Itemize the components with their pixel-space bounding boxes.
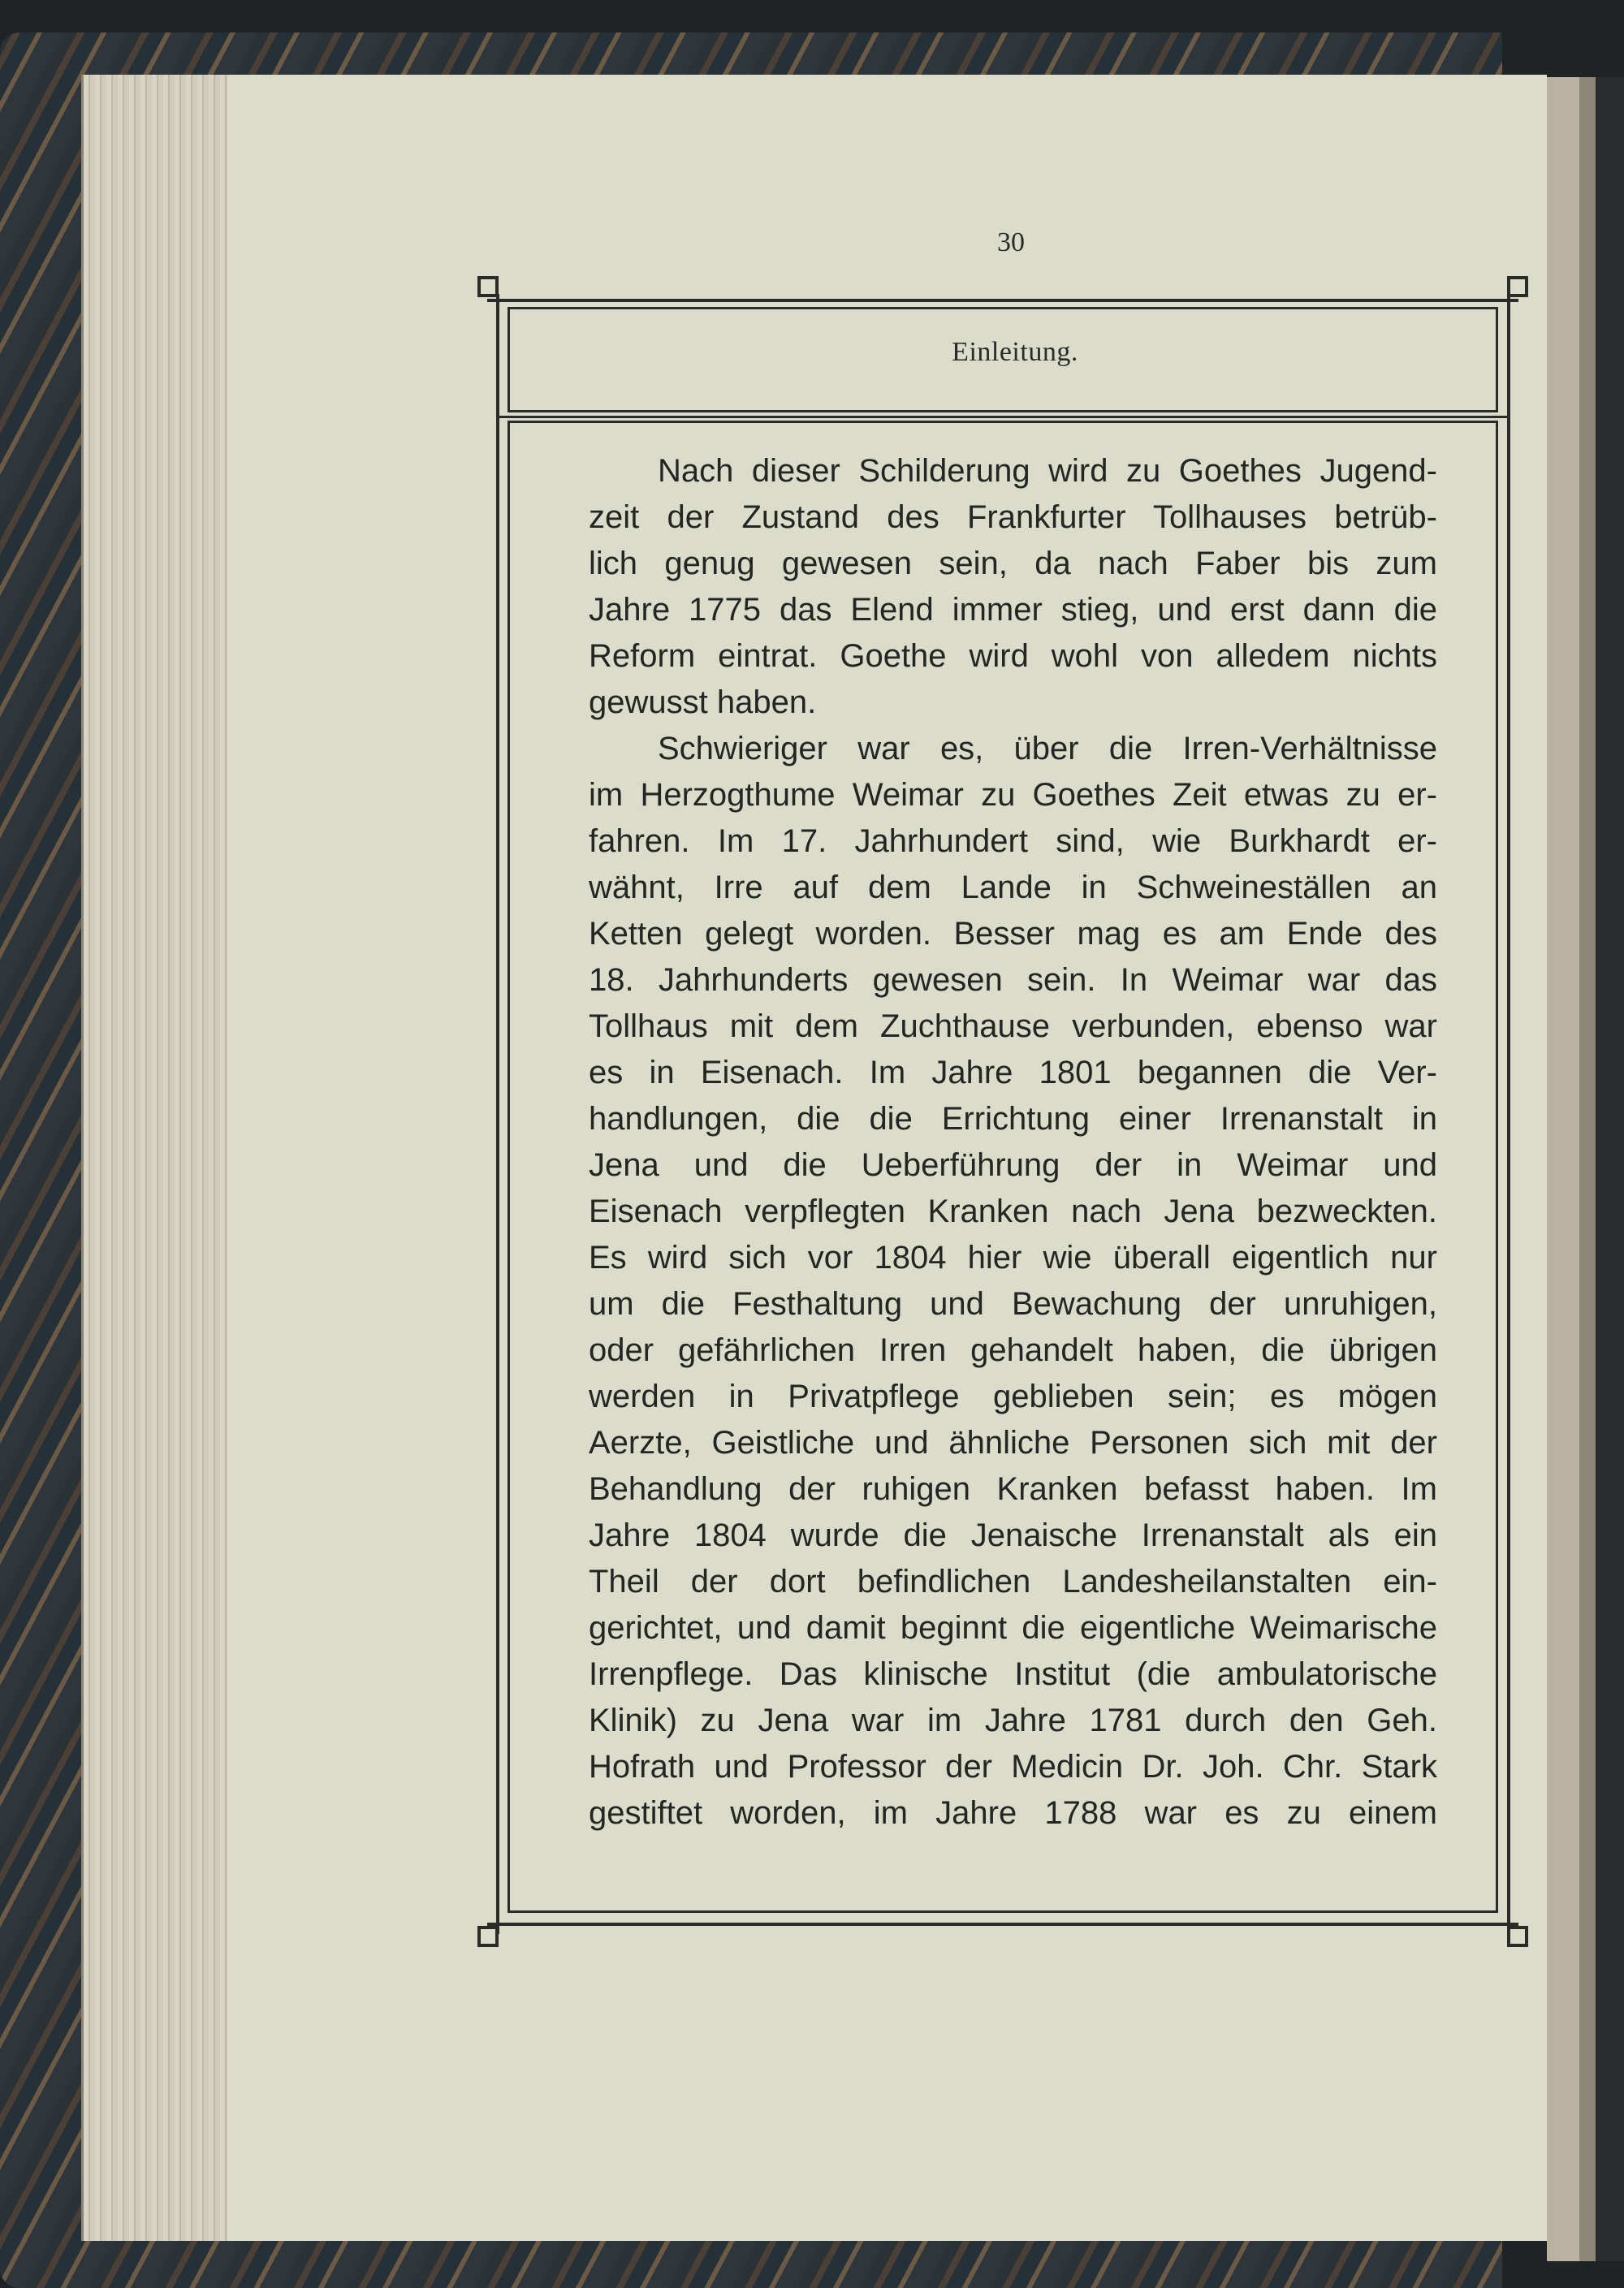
text-line: gewusst haben. <box>589 684 817 720</box>
frame-corner-top-right <box>1507 276 1528 297</box>
frame-corner-bottom-right <box>1507 1926 1528 1947</box>
text-line: Eisenach verpflegten Kranken nach Jena bezweckten. <box>589 1194 1437 1229</box>
page-number: 30 <box>997 227 1025 257</box>
text-line: um die Festhaltung und Bewachung der unruhigen, <box>589 1286 1437 1322</box>
text-line: Tollhaus mit dem Zuchthause verbunden, ebenso war <box>589 1008 1437 1044</box>
frame-top-line <box>487 299 1518 302</box>
text-line: fahren. Im 17. Jahrhundert sind, wie Burkhardt er- <box>589 823 1437 859</box>
text-line: Schwieriger war es, über die Irren-Verhältnisse <box>658 731 1437 766</box>
page-stack-edge <box>81 75 230 2241</box>
text-line: Hofrath und Professor der Medicin Dr. Joh. Chr. Stark <box>589 1749 1437 1785</box>
text-line: Behandlung der ruhigen Kranken befasst haben. Im <box>589 1471 1437 1507</box>
text-line: Ketten gelegt worden. Besser mag es am Ende des <box>589 916 1437 952</box>
text-line: zeit der Zustand des Frankfurter Tollhauses betrüb- <box>589 499 1437 535</box>
frame-right-line <box>1507 294 1510 1934</box>
text-line: es in Eisenach. Im Jahre 1801 begannen die Ver- <box>589 1055 1437 1090</box>
running-header: Einleitung. <box>952 337 1078 367</box>
text-line: Irrenpflege. Das klinische Institut (die ambulatorische <box>589 1656 1437 1692</box>
text-line: Reform eintrat. Goethe wird wohl von alledem nichts <box>589 638 1437 674</box>
frame-corner-bottom-left <box>477 1926 499 1947</box>
text-line: lich genug gewesen sein, da nach Faber bis zum <box>589 546 1437 581</box>
text-line: Jahre 1775 das Elend immer stieg, und erst dann die <box>589 592 1437 628</box>
text-line: Theil der dort befindlichen Landesheilanstalten ein- <box>589 1564 1437 1599</box>
text-line: Es wird sich vor 1804 hier wie überall eigentlich nur <box>589 1240 1437 1276</box>
text-line: gerichtet, und damit beginnt die eigentliche Weimarische <box>589 1610 1437 1646</box>
body-text <box>589 448 1437 1837</box>
frame-bottom-line <box>487 1923 1518 1926</box>
text-line: Nach dieser Schilderung wird zu Goethes Jugend- <box>658 453 1437 489</box>
text-line: Jena und die Ueberführung der in Weimar und <box>589 1147 1437 1183</box>
text-line: Klinik) zu Jena war im Jahre 1781 durch den Geh. <box>589 1703 1437 1738</box>
text-line: Aerzte, Geistliche und ähnliche Personen sich mit der <box>589 1425 1437 1461</box>
facing-page-edge <box>1547 77 1624 2261</box>
text-line: werden in Privatpflege geblieben sein; es mögen <box>589 1379 1437 1414</box>
header-divider-line <box>496 416 1510 418</box>
text-line: 18. Jahrhunderts gewesen sein. In Weimar war das <box>589 962 1437 998</box>
text-line: gestiftet worden, im Jahre 1788 war es zu einem <box>589 1795 1437 1831</box>
text-line: oder gefährlichen Irren gehandelt haben, die übrigen <box>589 1332 1437 1368</box>
text-line: Jahre 1804 wurde die Jenaische Irrenanstalt als ein <box>589 1517 1437 1553</box>
frame-left-line <box>496 294 499 1934</box>
text-line: wähnt, Irre auf dem Lande in Schweineställen an <box>589 870 1437 905</box>
frame-corner-top-left <box>477 276 499 297</box>
text-line: im Herzogthume Weimar zu Goethes Zeit etwas zu er- <box>589 777 1437 813</box>
text-line: handlungen, die die Errichtung einer Irrenanstalt in <box>589 1101 1437 1137</box>
